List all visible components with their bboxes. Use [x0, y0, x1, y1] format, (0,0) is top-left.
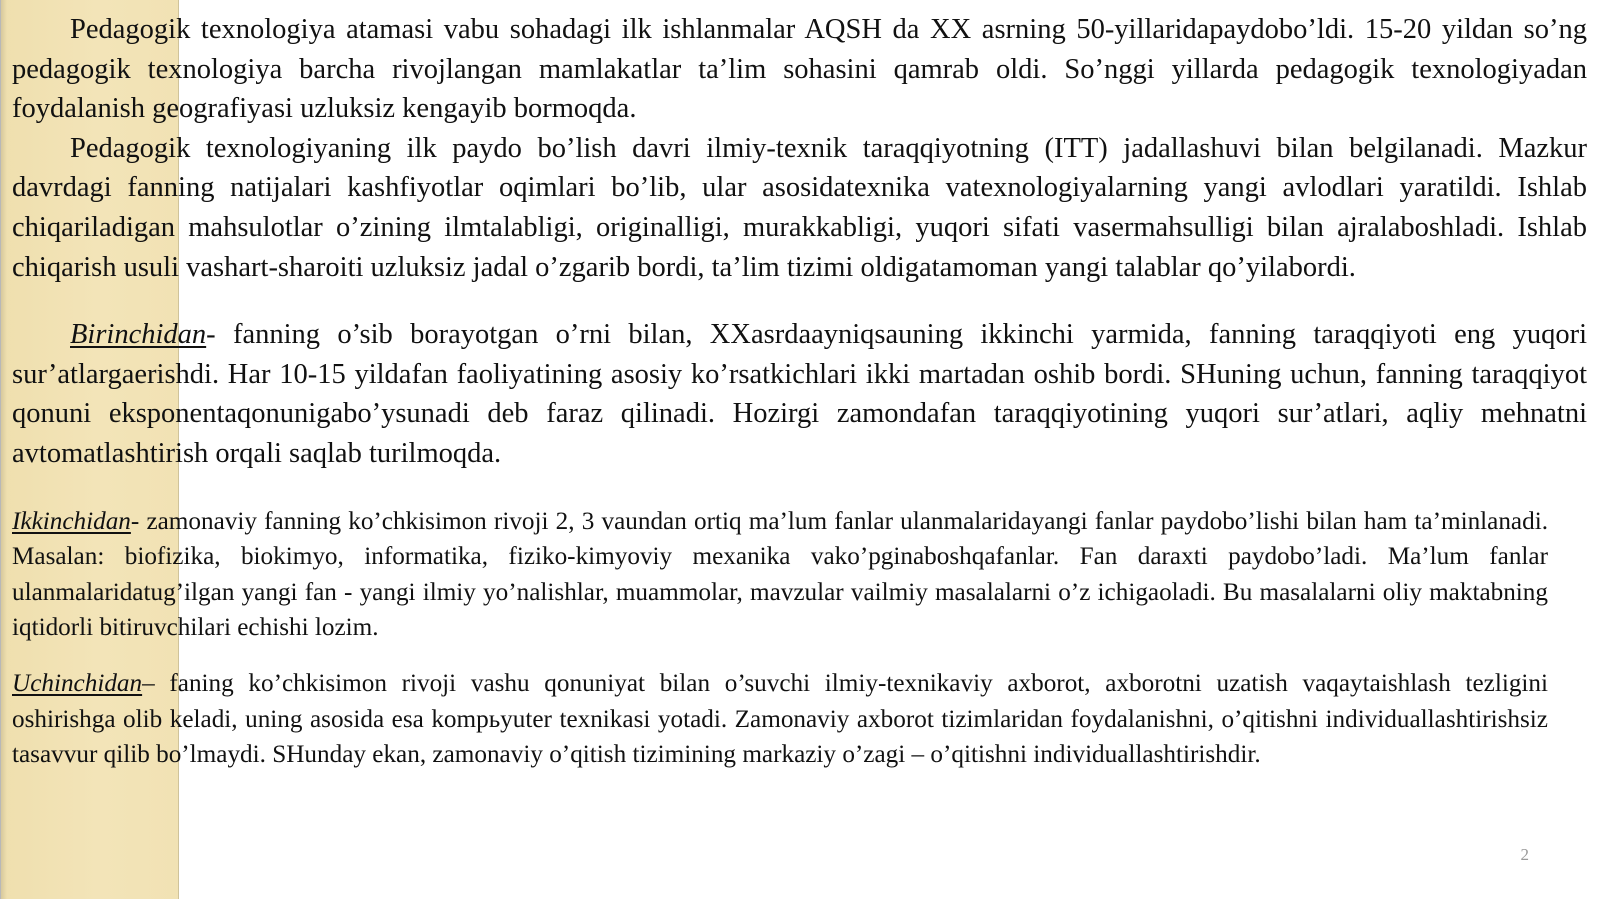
paragraph-first-text: - fanning o’sib borayotgan o’rni bilan, XXasrdaayniqsauning ikkinchi yarmida, fanning taraqqiyoti eng yuqori sur’atlargaerishdi. Har 10-15 yildafan faoliyatining asosiy ko’rsatkichlari ikki martadan oshib bordi. SHuning uchun, fanning taraqqiyot qonuni eksponentaqonunigabo’ysunadi deb faraz qilinadi. Hozirgi zamondafan taraqqiyotining yuqori sur’atlari, aqliy mehnatni avtomatlashtirish orqali saqlab turilmoqda. [12, 319, 1587, 469]
paragraph-third-lead: Uchinchidan [12, 669, 143, 697]
paragraph-second [12, 504, 1548, 646]
paragraph-intro [12, 10, 1587, 129]
slide-page-number: 2 [1520, 845, 1529, 864]
paragraph-first [12, 315, 1587, 473]
band-shadow [1, 0, 7, 899]
paragraph-itt-text: Pedagogik texnologiyaning ilk paydo bo’lish davri ilmiy-texnik taraqqiyotning (ITT) jadallashuvi bilan belgilanadi. Mazkur davrdagi fanning natijalari kashfiyotlar oqimlari bo’lib, ular asosidatexnika vatexnologiyalarning yangi avlodlari yaratildi. Ishlab chiqariladigan mahsulotlar o’zining ilmtalabligi, originalligi, murakkabligi, yuqori sifati vasermahsulligi bilan ajralaboshladi. Ishlab chiqarish usuli vashart-sharoiti uzluksiz jadal o’zgarib bordi, ta’lim tizimi oldigatamoman yangi talablar qo’yilabordi. [12, 132, 1587, 283]
paragraph-itt [12, 129, 1587, 287]
paragraph-second-text: - zamonaviy fanning ko’chkisimon rivoji 2, 3 vaundan ortiq ma’lum fanlar ulanmalaridayangi fanlar paydobo’lishi bilan ham ta’minlanadi. Masalan: biofizika, biokimyo, informatika, fiziko-kimyoviy mexanika vako’pginaboshqafanlar. Fan daraxti paydobo’ladi. Ma’lum fanlar ulanmalaridatug’ilgan yangi fan - yangi ilmiy yo’nalishlar, muammolar, mavzular vailmiy masalalarni o’z ichigaoladi. Bu masalalarni oliy maktabning iqtidorli bitiruvchilari echishi lozim. [12, 507, 1548, 642]
paragraph-second-lead: Ikkinchidan [12, 507, 131, 535]
slide-content [12, 10, 1588, 773]
paragraph-third-text: – faning ko’chkisimon rivoji vashu qonuniyat bilan o’suvchi ilmiy-texnikaviy axborot, axborotni uzatish vaqaytaishlash tezligini oshirishga olib keladi, uning asosida esa kompьyuter texnikasi yotadi. Zamonaviy axborot tizimlaridan foydalanishni, o’qitishni individuallashtirishsiz tasavvur qilib bo’lmaydi. SHunday ekan, zamonaviy o’qitish tizimining markaziy o’zagi – o’qitishni individuallashtirishdir. [12, 669, 1548, 769]
paragraph-intro-text: Pedagogik texnologiya atamasi vabu sohadagi ilk ishlanmalar AQSH da XX asrning 50-yillaridapaydobo’ldi. 15-20 yildan so’ng pedagogik texnologiya barcha rivojlangan mamlakatlar ta’lim sohasini qamrab oldi. So’nggi yillarda pedagogik texnologiyadan foydalanish geografiyasi uzluksiz kengayib bormoqda. [12, 14, 1587, 125]
paragraph-third [12, 666, 1548, 773]
paragraph-first-lead: Birinchidan [70, 319, 207, 351]
